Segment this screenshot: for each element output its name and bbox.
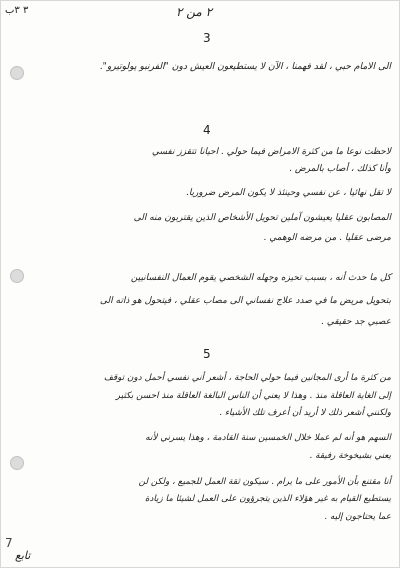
section-line: كل ما حدث أنه ، بسبب تحيزه وجهله الشخصي يقوم العمال النفسانيين [130, 273, 391, 283]
section-line: يستطيع القيام به غير هؤلاء الذين يتجرؤون على العمل لشيئا ما زيادة [144, 494, 391, 504]
section-line: بتحويل مريض ما في صدد علاج نفساني الى مصاب عقلي ، فيتحول هو ذاته الى [99, 296, 391, 306]
section-line: مرضى عقليا . من مرضه الوهمي . [263, 233, 391, 243]
section-line: عما يحتاجون إليه . [324, 512, 391, 522]
section-line: المصابون عقليا يعيشون آملين تحويل الأشخاص الذين يقتربون منه الى [133, 213, 391, 223]
section-line: يعني بشيخوخة رفيقة . [309, 451, 391, 461]
section-line: أنا مقتنع بأن الأمور على ما يرام . سيكون ثقة العمل للجميع ، ولكن لن [138, 477, 391, 487]
section-line: وأنا كذلك ، أصاب بالمرض . [289, 164, 391, 174]
page-label: ٢ من ٢ [175, 5, 213, 19]
section-line: إلى الغاية العاقلة منذ . وهذا لا يعني أن الناس البالغة العاقلة منذ احسن بكثير [115, 391, 391, 401]
section-line: لاحظت نوعا ما من كثرة الامراض فيما حولي . احيانا تتقزز نفسي [151, 147, 391, 157]
section-number: 4 [203, 123, 211, 137]
footer-continued: تابع [15, 549, 31, 562]
section-line: الى الامام حبي ، لقد فهمنا ، الآن لا يستطيعون العيش دون "الفرنبو يولوتيرو". [99, 61, 391, 72]
section-line: ولكنني أشعر ذلك لا أريد أن أعرف تلك الأشياء . [219, 408, 391, 418]
section-number: 3 [203, 31, 211, 45]
section-line: عصبي جد حقيقي . [320, 317, 391, 327]
margin-scribble: 7 [5, 536, 13, 550]
section-line: لا تقل نهائيا ، عن نفسي وحينئذ لا يكون المرض ضروريا. [185, 188, 391, 198]
section-number: 5 [203, 347, 211, 361]
section-line: السهم هو أنه لم عملا خلال الخمسين سنة القادمة ، وهذا يسرني لأنه [145, 433, 391, 443]
section-line: من كثرة ما أرى المجانين فيما حولي الحاجة ، أشعر أني نفسي أحمل دون توقف [103, 373, 391, 383]
page-header-code: ٣ ٣ب [5, 5, 29, 16]
